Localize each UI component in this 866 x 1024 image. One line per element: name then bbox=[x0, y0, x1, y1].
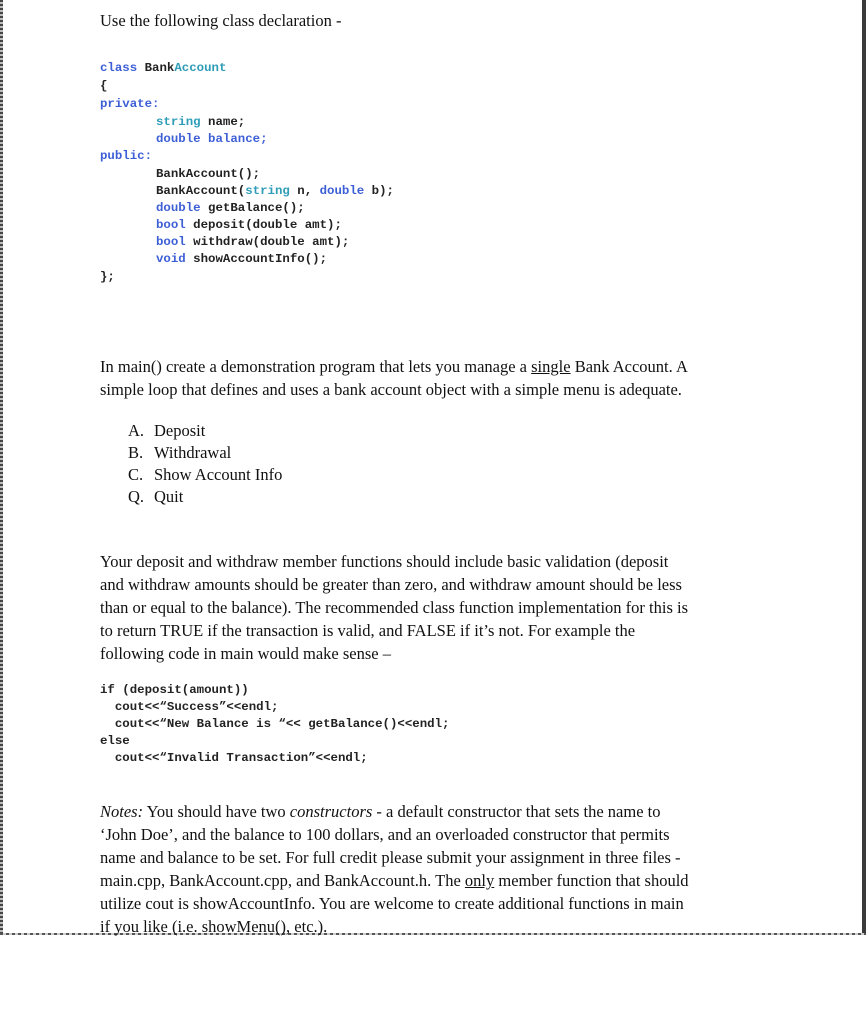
menu-options-list bbox=[128, 420, 282, 508]
constructors-italic: constructors bbox=[289, 802, 373, 821]
code-line-ctor-default: BankAccount(); bbox=[156, 167, 261, 181]
main-program-paragraph: In main() create a demonstration program that lets you manage a single Bank Account. A simple loop that defines and uses a bank account object with a simple menu is adequate. bbox=[100, 357, 688, 399]
sample-code-line-new-balance: cout<<“New Balance is “<< getBalance()<<endl; bbox=[100, 717, 450, 731]
code-line-deposit: bool deposit(double amt); bbox=[156, 218, 342, 232]
code-line-class: class BankAccount bbox=[100, 61, 227, 75]
underlined-single: single bbox=[531, 357, 571, 376]
page-right-edge bbox=[862, 0, 866, 935]
code-line-field-balance: double balance; bbox=[156, 132, 268, 146]
menu-item-show-account-info: C. Show Account Info bbox=[128, 465, 283, 484]
validation-paragraph: Your deposit and withdraw member functions should include basic validation (deposit and withdraw amounts should be greater than zero, and withdraw amount should be less than or equal to the balance). The recommended class function implementation for this is to return TRUE if the transaction is valid, and FALSE if it’s not. For example the following code in main would make sense – bbox=[100, 552, 689, 663]
sample-code-line-if: if (deposit(amount)) bbox=[100, 683, 249, 697]
code-line-close: }; bbox=[100, 270, 115, 284]
code-line-withdraw: bool withdraw(double amt); bbox=[156, 235, 350, 249]
sample-code-line-success: cout<<“Success”<<endl; bbox=[100, 700, 279, 714]
menu-item-deposit: A. Deposit bbox=[128, 421, 206, 440]
code-line-show-account-info: void showAccountInfo(); bbox=[156, 252, 328, 266]
menu-item-quit: Q. Quit bbox=[128, 487, 184, 506]
page-left-edge bbox=[0, 0, 3, 935]
sample-code-line-invalid: cout<<“Invalid Transaction”<<endl; bbox=[100, 751, 368, 765]
code-line-get-balance: double getBalance(); bbox=[156, 201, 305, 215]
code-line-private: private: bbox=[100, 97, 160, 111]
menu-item-withdrawal: B. Withdrawal bbox=[128, 443, 232, 462]
notes-paragraph: Notes: You should have two constructors - a default constructor that sets the name to ‘John Doe’, and the balance to 100 dollars, and an overloaded constructor that permits name and balance to be set. For full credit please submit your assignment in three files - main.cpp, BankAccount.cpp, and BankAccount.h. The only member function that should utilize cout is showAccountInfo. You are welcome to create additional functions in main if you like (i.e. showMenu(), etc.). bbox=[100, 802, 689, 936]
underlined-only: only bbox=[464, 871, 495, 890]
sample-code-line-else: else bbox=[100, 734, 130, 748]
code-line-public: public: bbox=[100, 149, 153, 163]
code-line-field-name: string name; bbox=[156, 115, 246, 129]
code-line-ctor-overloaded: BankAccount(string n, double b); bbox=[156, 184, 394, 198]
notes-label: Notes: bbox=[100, 802, 144, 821]
instructions-heading: Use the following class declaration - bbox=[100, 11, 342, 30]
code-line-open-brace: { bbox=[100, 79, 108, 93]
